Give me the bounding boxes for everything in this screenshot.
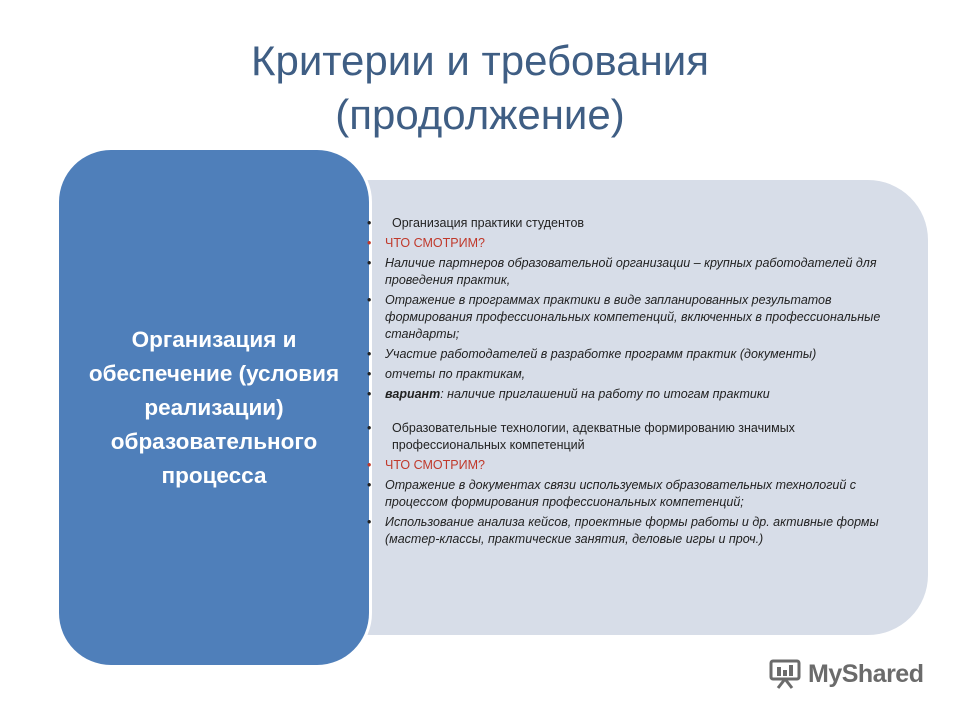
bullet-icon: • [367,515,372,529]
bullet-icon: • [367,421,372,435]
category-label: Организация и обеспечение (условия реализации) образовательного процесса [88,326,340,488]
title-line-2: (продолжение) [335,91,625,138]
list-item-variant [365,386,910,403]
list-item: • Отражение в документах связи используемых образовательных технологий с процессом формирования профессиональных компетенций; [367,478,857,509]
bullet-icon: • [367,236,372,250]
bullet-icon: • [367,458,372,472]
list-item: • отчеты по практикам, [367,367,526,381]
bullet-icon: • [367,387,372,401]
list-item: • Отражение в программах практики в виде запланированных результатов формирования профессиональных компетенций, включенных в профессиональные стандарты; [367,293,881,341]
list-item: • Участие работодателей в разработке программ практик (документы) [367,347,817,361]
category-label-box [59,150,372,665]
title-line-1: Критерии и требования [251,37,709,84]
bullet-icon: • [367,216,372,230]
bullet-icon: • [367,347,372,361]
bullet-icon: • [367,293,372,307]
bullet-list [365,215,910,551]
slide-title [0,34,960,142]
variant-text: : наличие приглашений на работу по итогам практики [440,387,770,401]
list-item: • Наличие партнеров образовательной организации – крупных работодателей для проведения практик, [367,256,877,287]
section1-heading: • Организация практики студентов [367,216,585,230]
brand-name: MyShared [808,659,924,688]
myshared-logo [768,657,923,691]
bullet-icon: • [367,367,372,381]
presentation-icon [768,657,802,691]
list-item: • Использование анализа кейсов, проектные формы работы и др. активные формы (мастер-классы, практические занятия, деловые игры и проч.) [367,515,879,546]
section1-what-label: • ЧТО СМОТРИМ? [367,236,485,250]
variant-label: вариант [385,387,441,401]
bullet-icon: • [367,478,372,492]
bullet-icon: • [367,256,372,270]
section2-what-label: • ЧТО СМОТРИМ? [367,458,485,472]
section2-heading: • Образовательные технологии, адекватные формированию значимых профессиональных компетенций [367,421,795,452]
